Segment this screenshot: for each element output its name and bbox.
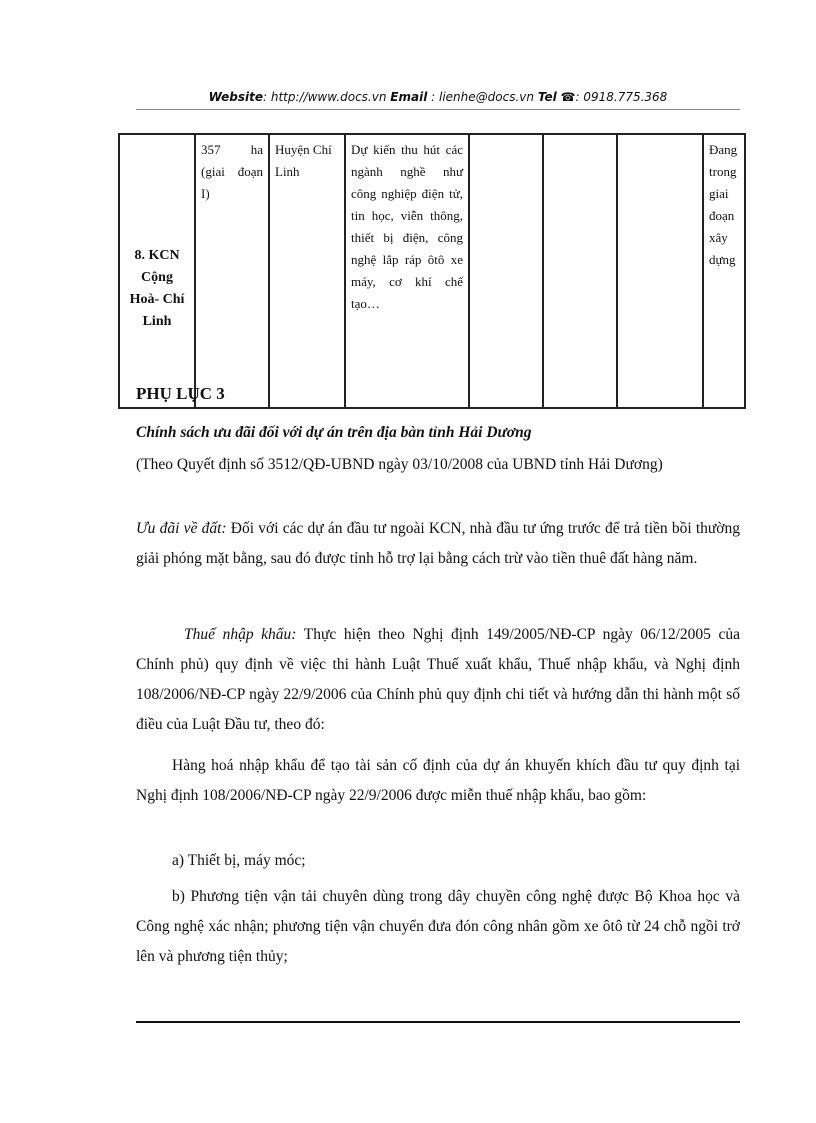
footer-divider xyxy=(136,1021,740,1023)
land-incentive-text: Đối với các dự án đầu tư ngoài KCN, nhà đầu tư ứng trước để trả tiền bồi thường giải phóng mặt bằng, sau đó được tỉnh hỗ trợ lại bằng cách trừ vào tiền thuê đất hàng năm. xyxy=(136,520,740,567)
appendix-title: PHỤ LỤC 3 xyxy=(136,384,225,403)
zone-empty-cell xyxy=(543,134,617,408)
item-a: a) Thiết bị, máy móc; xyxy=(172,852,306,869)
land-incentive-paragraph xyxy=(136,514,740,574)
website-value: : http://www.docs.vn xyxy=(263,90,387,104)
import-tax-label: Thuế nhập khẩu: xyxy=(184,626,297,643)
industrial-zone-table xyxy=(118,133,746,409)
zone-location-cell: Huyện Chí Linh xyxy=(269,134,345,408)
zone-empty-cell xyxy=(469,134,543,408)
zone-industries-cell: Dự kiến thu hút các ngành nghề như công nghiệp điện tử, tin học, viễn thông, thiết bị điện, công nghệ lắp ráp ôtô xe máy, cơ khí chế tạo… xyxy=(345,134,469,408)
phone-icon: ☎ xyxy=(560,90,576,104)
appendix-subtitle: Chính sách ưu đãi đối với dự án trên địa bàn tỉnh Hải Dương xyxy=(136,424,532,441)
appendix-source: (Theo Quyết định số 3512/QĐ-UBND ngày 03/10/2008 của UBND tỉnh Hải Dương) xyxy=(136,456,663,473)
import-tax-text: Thực hiện theo Nghị định 149/2005/NĐ-CP ngày 06/12/2005 của Chính phủ) quy định về việc thi hành Luật Thuế xuất khẩu, Thuế nhập khẩu, và Nghị định 108/2006/NĐ-CP ngày 22/9/2006 của Chính phủ quy định chi tiết và hướng dẫn thi hành một số điều của Luật Đầu tư, theo đó: xyxy=(136,626,740,733)
table-row xyxy=(119,134,745,408)
tel-label: Tel xyxy=(537,90,557,104)
land-incentive-label: Ưu đãi về đất: xyxy=(136,520,227,537)
email-value: : lienhe@docs.vn xyxy=(431,90,534,104)
item-b: b) Phương tiện vận tải chuyên dùng trong dây chuyền công nghệ được Bộ Khoa học và Công nghệ xác nhận; phương tiện vận chuyển đưa đón công nhân gồm xe ôtô từ 24 chỗ ngồi trở lên và phương tiện thủy; xyxy=(136,888,740,965)
import-tax-paragraph xyxy=(136,620,740,740)
email-label: Email xyxy=(390,90,428,104)
zone-area-cell: 357 ha (giai đoạn I) xyxy=(195,134,269,408)
website-label: Website xyxy=(208,90,263,104)
tel-value: : 0918.775.368 xyxy=(575,90,668,104)
page-header xyxy=(136,90,740,104)
goods-paragraph: Hàng hoá nhập khẩu để tạo tài sản cố định của dự án khuyến khích đầu tư quy định tại Nghị định 108/2006/NĐ-CP ngày 22/9/2006 được miễn thuế nhập khẩu, bao gồm: xyxy=(136,757,740,804)
zone-empty-cell xyxy=(617,134,703,408)
header-divider xyxy=(136,109,740,110)
zone-status-cell: Đang trong giai đoạn xây dựng xyxy=(703,134,745,408)
zone-name-cell: 8. KCN Cộng Hoà- Chí Linh xyxy=(119,134,195,408)
